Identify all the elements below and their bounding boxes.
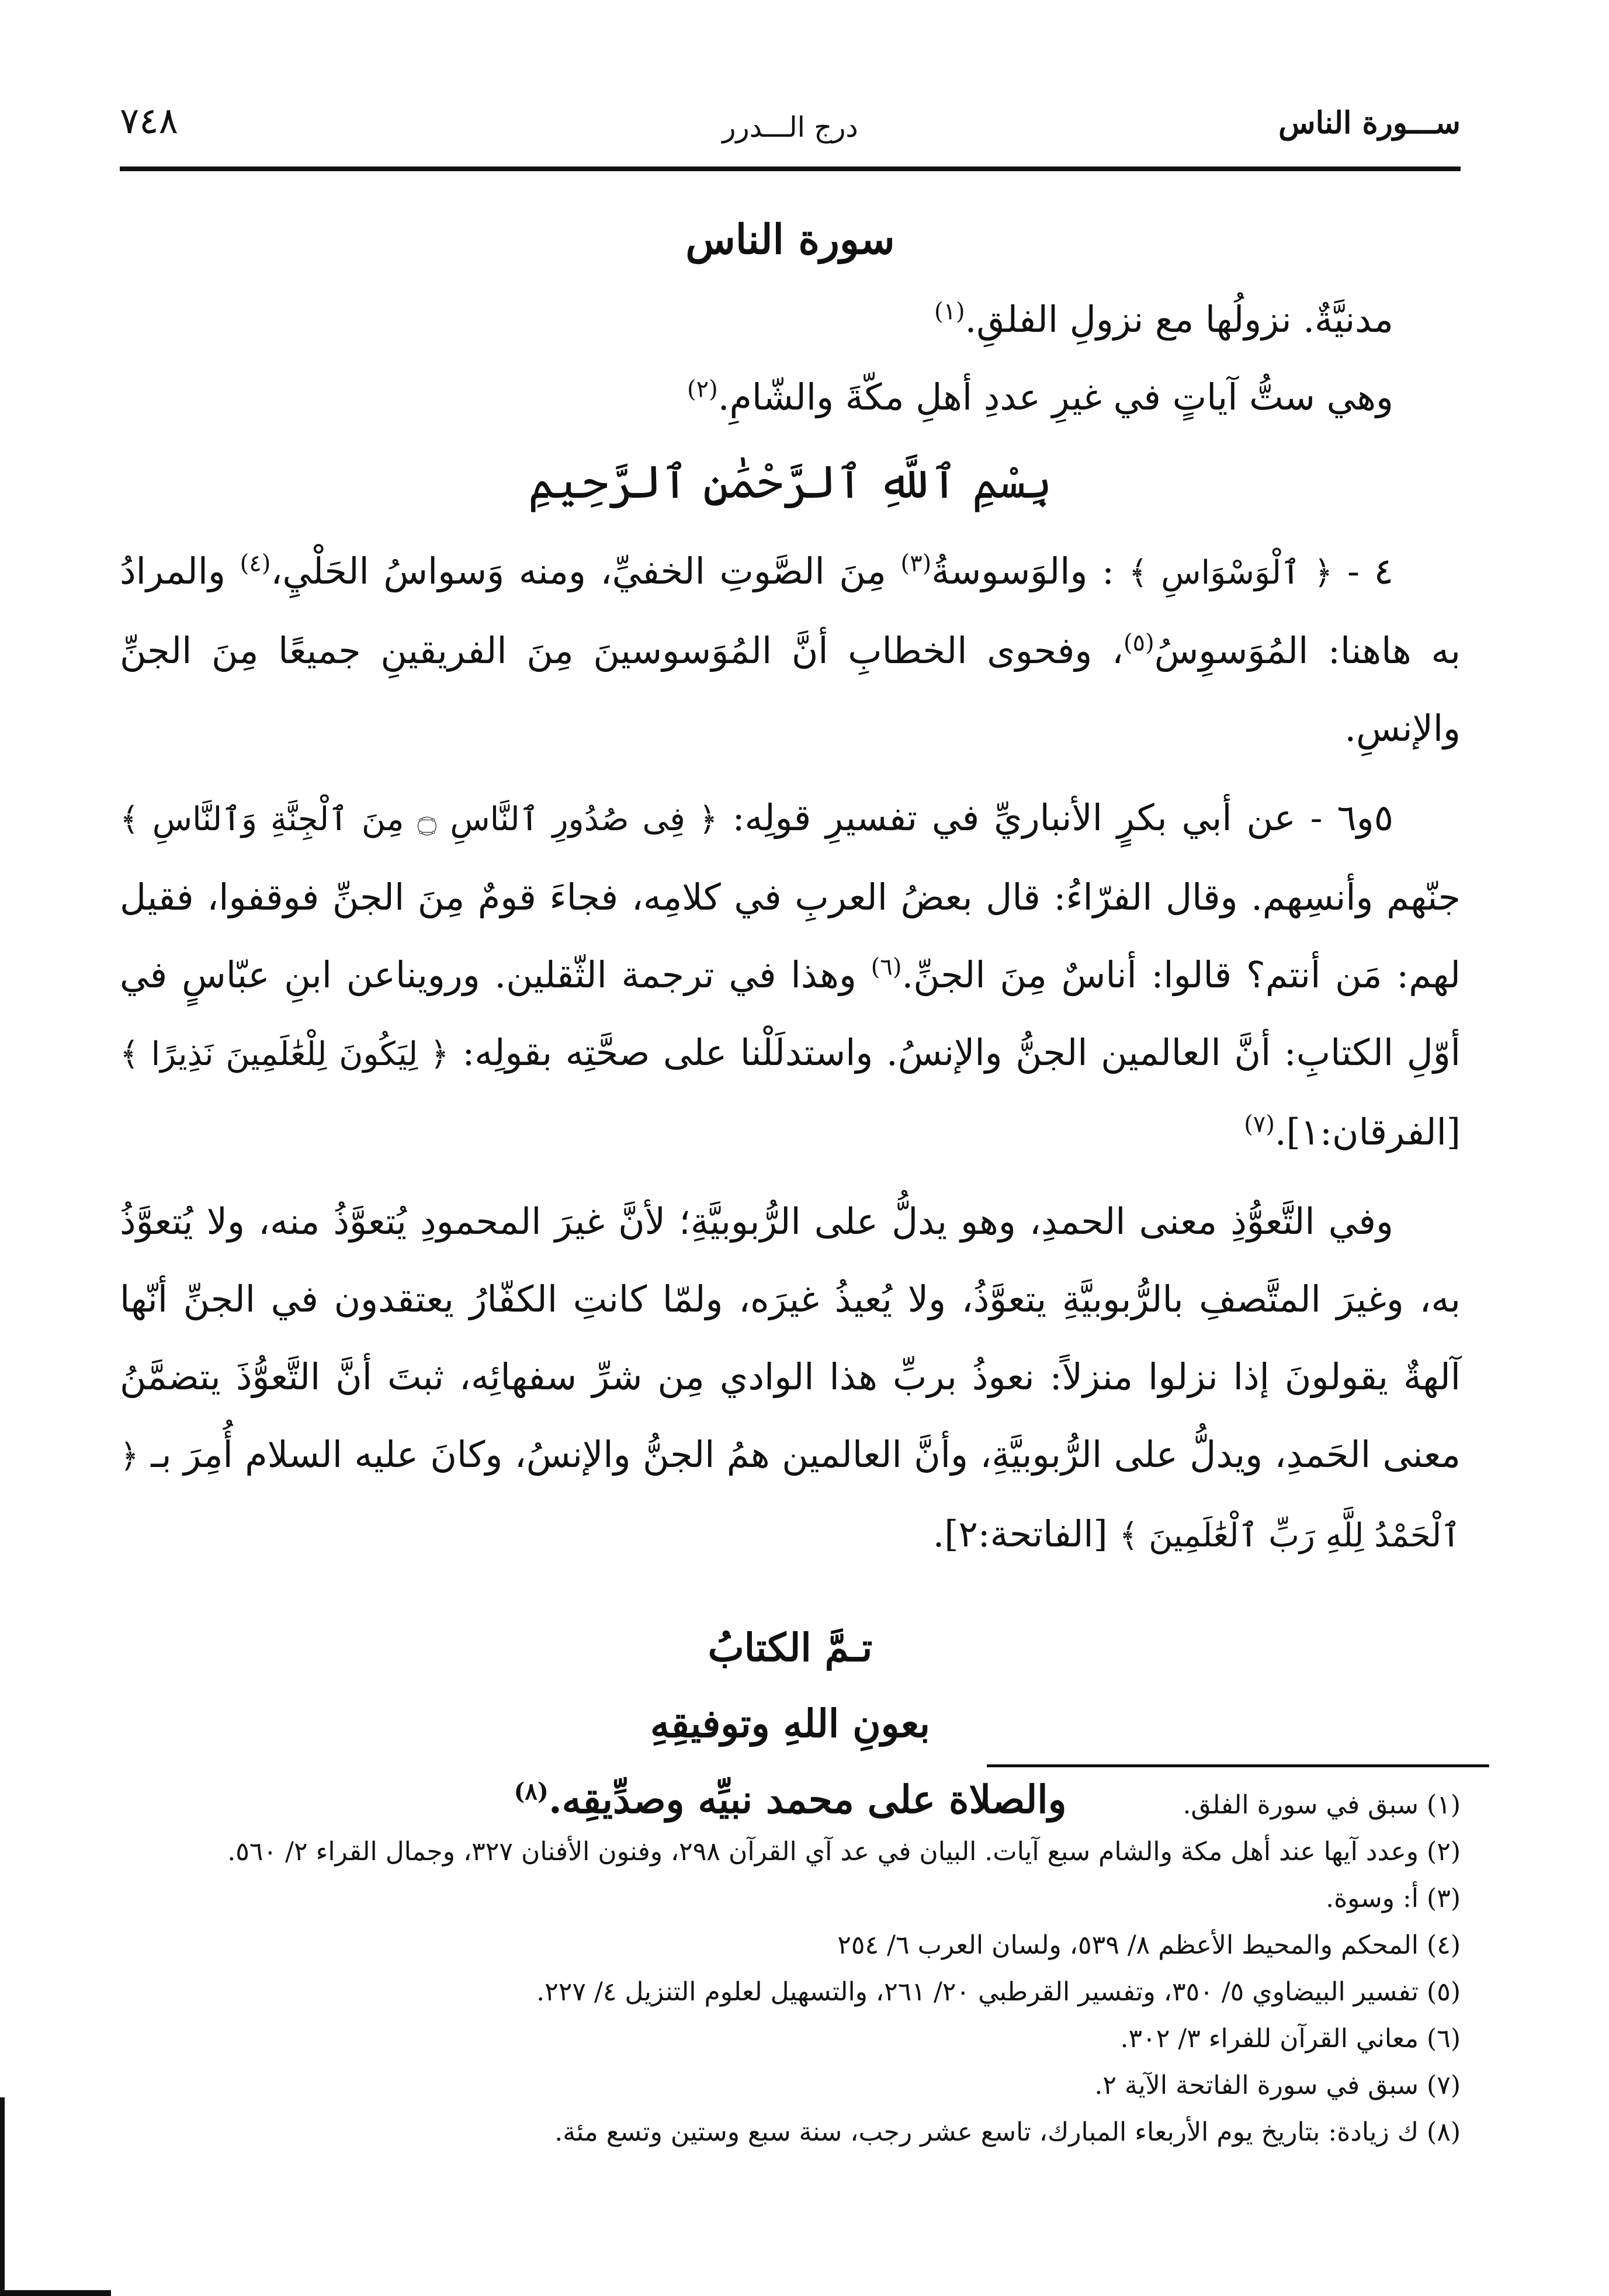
footnote-ref-6: (٦): [871, 953, 902, 981]
scan-edge-mark: [0, 2290, 111, 2296]
colophon-text: والصلاة على محمد نبيِّه وصدِّيقِه.: [548, 1777, 1067, 1822]
p2-text: [الفرقان:١].: [1274, 1111, 1461, 1153]
p1-text: مِنَ الصَّوتِ الخفيِّ، ومنه وَسواسُ الحَلْيِ،: [271, 550, 901, 592]
footnote: (٤) المحكم والمحيط الأعظم ٨/ ٥٣٩، ولسان العرب ٦/ ٢٥٤: [837, 1930, 1461, 1960]
p1-text: : والوَسوسةُ: [931, 550, 1129, 592]
p1-verse-number: ٤ -: [1333, 550, 1394, 592]
footnote-ref-2: (٢): [687, 376, 718, 403]
footnote-ref-1: (١): [934, 298, 965, 325]
p3-text: [الفاتحة:٢].: [932, 1513, 1119, 1555]
footnote: (٦) معاني القرآن للفراء ٣/ ٣٠٢.: [1120, 2024, 1461, 2054]
intro-text-2: وهي ستُّ آياتٍ في غيرِ عددِ أهلِ مكّةَ والشّامِ.: [717, 376, 1393, 418]
basmala: بِسْمِ ٱللَّهِ ٱلرَّحْمَٰنِ ٱلرَّحِيمِ: [528, 456, 1053, 509]
p1-text: ، وفحوى الخطابِ أنَّ المُوَسوسينَ مِنَ الفريقينِ جميعًا مِنَ الجنِّ والإنسِ.: [120, 629, 1461, 750]
page-number: ٧٤٨: [120, 99, 178, 142]
paragraph-1: [120, 532, 1461, 767]
colophon-line-2: بعونِ اللهِ وتوفيقِهِ: [650, 1701, 930, 1746]
intro-text-1: مدنيَّةٌ. نزولُها مع نزولِ الفلقِ.: [965, 298, 1393, 341]
quran-quote: ﴿ لِيَكُونَ لِلْعَٰلَمِينَ نَذِيرًا ﴾: [120, 1035, 449, 1073]
header-divider: [120, 167, 1461, 171]
footnote: (٥) تفسير البيضاوي ٥/ ٣٥٠، وتفسير القرطبي ٢٠/ ٢٦١، والتسهيل لعلوم التنزيل ٤/ ٢٢٧.: [536, 1977, 1461, 2007]
quran-quote: ﴿ ٱلْحَمْدُ لِلَّهِ رَبِّ ٱلْعَٰلَمِينَ ﴾: [120, 1437, 1461, 1555]
footnote-ref-8: (٨): [514, 1778, 549, 1805]
p2-text: جنّهم وأنسِهم. وقال الفرّاءُ: قال بعضُ العربِ في كلامِه، فجاءَ قومٌ مِنَ الجنِّ فوقفوا، فقيل لهم: مَن أنتم؟ قالوا: أناسٌ مِنَ الجنِّ.: [120, 876, 1461, 996]
header-book-title: درج الـــدرر: [722, 111, 858, 144]
footnote: (٢) وعدد آيها عند أهل مكة والشام سبع آيات. البيان في عد آي القرآن ٢٩٨، وفنون الأفنان ٣٢٧، وجمال القراء ٢/ ٥٦٠.: [227, 1837, 1461, 1867]
scan-edge-mark: [0, 2097, 5, 2296]
footnote-ref-5: (٥): [1123, 629, 1154, 657]
p1-text: والمرادُ به هاهنا: المُوَسوِسُ: [120, 550, 1461, 672]
footnote: (٣) أ: وسوة.: [1326, 1884, 1461, 1913]
footnotes: [120, 1782, 1461, 2156]
footnote-ref-3: (٣): [900, 550, 932, 577]
paragraph-2: [120, 779, 1461, 1171]
footnote-ref-4: (٤): [240, 550, 271, 577]
colophon-line-1: تـمَّ الكتابُ: [708, 1625, 873, 1670]
p2-text: ٥و٦ - عن أبي بكرٍ الأنباريِّ في تفسيرِ قولِه:: [717, 796, 1394, 839]
p2-text: وهذا في ترجمة الثّقلين. ورويناعن ابنِ عبّاسٍ في أوّلِ الكتابِ: أنَّ العالمين الجنُّ والإنسُ. واستدلَلْنا على صحَّتِه بقولِه:: [120, 953, 1461, 1074]
paragraph-3: [120, 1182, 1461, 1574]
quran-quote: ﴿ ٱلْوَسْوَاسِ ﴾: [1128, 554, 1333, 592]
footnote: (١) سبق في سورة الفلق.: [1183, 1790, 1461, 1820]
header-surah-name: ســـورة الناس: [1278, 105, 1461, 141]
intro-line-1: [120, 280, 1461, 358]
footnote-ref-7: (٧): [1244, 1111, 1275, 1138]
running-header: [120, 88, 1461, 158]
surah-title: سورة الناس: [685, 215, 895, 263]
intro-line-2: [120, 358, 1461, 436]
main-text: [120, 204, 1461, 1837]
footnote: (٨) ك زيادة: بتاريخ يوم الأربعاء المبارك، تاسع عشر رجب، سنة سبع وستين وتسع مئة.: [554, 2117, 1461, 2147]
footnote: (٧) سبق في سورة الفاتحة الآية ٢.: [1094, 2070, 1461, 2100]
footnote-divider: [987, 1764, 1489, 1767]
p3-text: وفي التَّعوُّذِ معنى الحمدِ، وهو يدلُّ على الرُّبوبيَّةِ؛ لأنَّ غيرَ المحمودِ يُتعوَّذُ منه، ولا يُتعوَّذُ به، وغيرَ المتَّصفِ بالرُّبوبيَّةِ يتعوَّذُ، ولا يُعيذُ غيرَه، ولمّا كانتِ الكفّارُ يعتقدون في الجنِّ أنّها آلهةٌ يقولونَ إذا نزلوا منزلاً: نعوذُ بربِّ هذا الوادي مِن شرِّ سفهائِه، ثبتَ أنَّ التَّعوُّذَ يتضمَّنُ معنى الحَمدِ، ويدلُّ على الرُّبوبيَّةِ، وأنَّ العالمين همُ الجنُّ والإنسُ، وكانَ عليه السلام أُمِرَ بـ: [120, 1200, 1461, 1476]
quran-quote: ﴿ فِى صُدُورِ ٱلنَّاسِ ۝ مِنَ ٱلْجِنَّةِ وَٱلنَّاسِ ﴾: [120, 800, 718, 838]
